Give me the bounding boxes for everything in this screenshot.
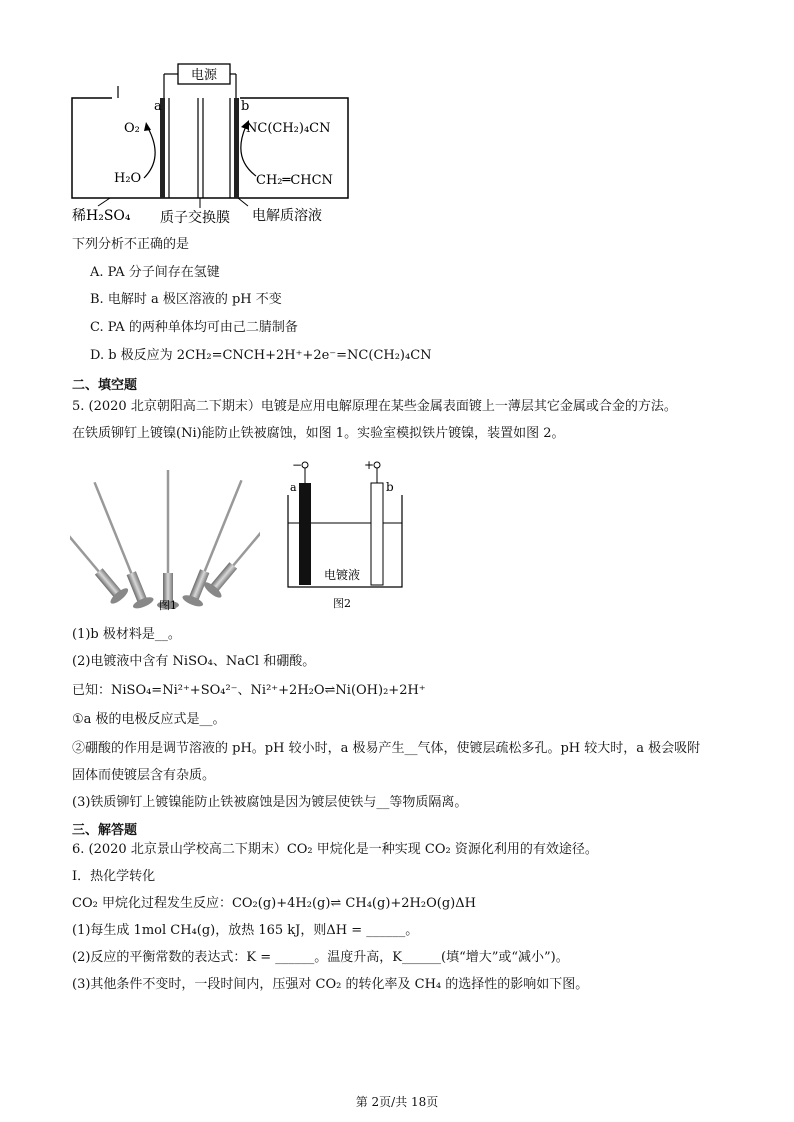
q6-sub1: (1)每生成 1mol CH₄(g)，放热 165 kJ，则ΔH = ______。 [72,923,419,938]
q4-option-d: D. b 极反应为 2CH₂=CNCH+2H⁺+2e⁻=NC(CH₂)₄CN [90,348,432,363]
power-label: 电源 [190,68,218,83]
plus-terminal: + [364,458,375,472]
q5-sub2b-line2: 固体而使镀层含有杂质。 [72,768,216,783]
q6-sub3: (3)其他条件不变时，一段时间内，压强对 CO₂ 的转化率及 CH₄ 的选择性的影响如下图。 [72,977,589,992]
q4-option-b: B. 电解时 a 极区溶液的 pH 不变 [90,292,282,307]
reactant-label: CH₂═CHCN [256,173,333,188]
q5-sub2: (2)电镀液中含有 NiSO₄、NaCl 和硼酸。 [72,654,316,669]
q4-prompt: 下列分析不正确的是 [72,237,190,252]
q5-sub2a: ①a 极的电极反应式是__。 [72,712,226,727]
q5-sub1: (1)b 极材料是__。 [72,627,181,642]
q6-line1: 6. (2020 北京景山学校高二下期末）CO₂ 甲烷化是一种实现 CO₂ 资源化利用的有效途径。 [72,842,598,857]
section-fill-blank: 二、填空题 [72,378,138,393]
o2-label: O₂ [124,121,140,136]
fig1-caption: 图1 [159,599,177,612]
label-electrolyte: 电解质溶液 [252,208,322,224]
electrolysis-diagram [60,58,360,238]
plating-cell-figure [280,455,410,613]
q5-sub2b-line1: ②硼酸的作用是调节溶液的 pH。pH 较小时，a 极易产生__气体，使镀层疏松多孔。pH 较大时，a 极会吸附 [72,741,701,756]
rivet-3 [157,470,179,609]
fig2-electrode-b: b [386,480,394,494]
q6-sub2: (2)反应的平衡常数的表达式：K = ______。温度升高，K______(填“增大”或“减小”)。 [72,950,569,965]
section-answer: 三、解答题 [72,823,138,838]
product-label: NC(CH₂)₄CN [246,121,331,136]
electrode-a-label: a [154,99,162,114]
q4-option-c: C. PA 的两种单体均可由己二腈制备 [90,320,298,335]
q6-part1: Ⅰ．热化学转化 [72,869,156,884]
q4-option-a: A. PA 分子间存在氢键 [90,265,220,280]
q6-reaction: CO₂ 甲烷化过程发生反应：CO₂(g)+4H₂(g)⇌ CH₄(g)+2H₂O(g)ΔH [72,896,476,911]
label-membrane: 质子交换膜 [160,210,230,226]
page-footer: 第 2页/共 18页 [355,1095,439,1109]
q5-known: 已知：NiSO₄=Ni²⁺+SO₄²⁻、Ni²⁺+2H₂O⇌Ni(OH)₂+2H⁺ [72,683,426,698]
label-dilute-acid: 稀H₂SO₄ [72,208,131,224]
minus-terminal: − [292,458,303,472]
fig2-electrode-a: a [290,481,297,494]
q5-line2: 在铁质铆钉上镀镍(Ni)能防止铁被腐蚀，如图 1。实验室模拟铁片镀镍，装置如图 2。 [72,426,565,441]
fig2-caption: 图2 [333,597,351,610]
rivet-5 [202,483,260,600]
rivets-figure [70,455,260,613]
q5-sub3: (3)铁质铆钉上镀镍能防止铁被腐蚀是因为镀层使铁与__等物质隔离。 [72,795,468,810]
h2o-label: H₂O [114,171,142,186]
electrode-b-label: b [241,99,250,114]
q5-line1: 5. (2020 北京朝阳高二下期末）电镀是应用电解原理在某些金属表面镀上一薄层其它金属或合金的方法。 [72,399,677,414]
fig2-solution-label: 电镀液 [323,568,361,582]
